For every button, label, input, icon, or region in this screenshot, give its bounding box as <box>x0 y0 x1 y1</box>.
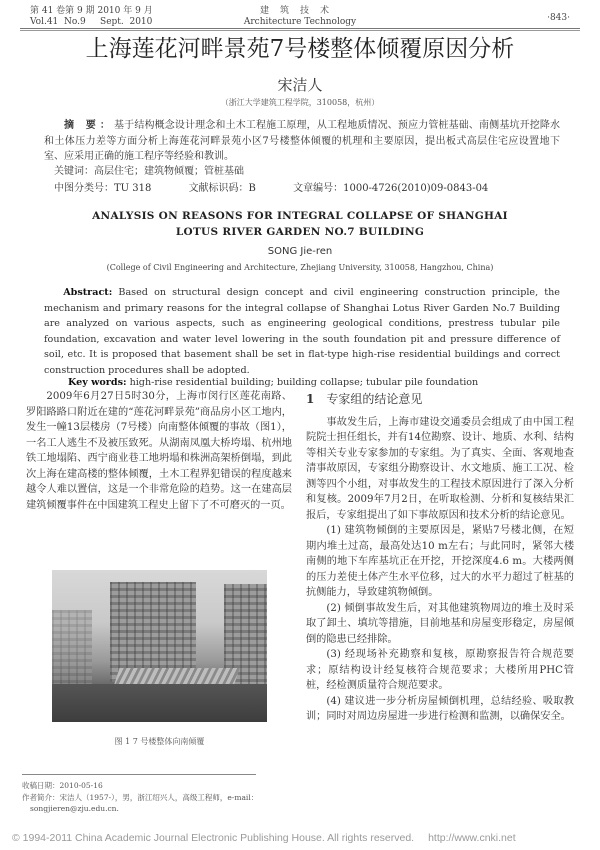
clc-number: 中图分类号：TU 318 <box>54 183 152 194</box>
abstract-en <box>44 285 560 378</box>
title-en-line2: LOTUS RIVER GARDEN NO.7 BUILDING <box>175 226 425 238</box>
article-number: 文章编号：1000-4726(2010)09-0843-04 <box>293 183 489 194</box>
page-title-cn: 上海莲花河畔景苑7号楼整体倾覆原因分析 <box>85 36 515 62</box>
body-paragraph: (4) 建议进一步分析房屋倾倒机理，总结经验、吸取教训；同时对周边房屋进一步进行检测和监测，以确保安全。 <box>306 695 574 722</box>
classification-line <box>54 181 574 197</box>
document-code: 文献标识码：B <box>188 183 256 194</box>
copyright-text: © 1994-2011 China Academic Journal Electronic Publishing House. All rights reserved. <box>12 832 415 844</box>
intro-paragraph: 2009年6月27日5时30分，上海市闵行区莲花南路、罗阳路路口附近在建的“莲花河畔景苑”商品房小区工地内，发生一幢13层楼房（7号楼）向南整体倾覆的事故（图1），一名工人逃生不及被压致死。从湖南凤凰大桥垮塌、杭州地铁工地塌陷、西宁商业巷工地坍塌和株洲高架桥倒塌，到此次上海在建高楼的整体倾覆，土木工程界犯错误的程度越来越令人难以置信，这是一个非常危险的趋势。这一在建高层建筑倾覆事件在中国建筑工程史上留下了不可磨灭的一页。 <box>26 391 292 511</box>
footnote <box>22 780 282 815</box>
title-en-line1: ANALYSIS ON REASONS FOR INTEGRAL COLLAPSE OF SHANGHAI <box>92 210 508 222</box>
abstract-cn-label: 摘 要： <box>64 120 115 131</box>
keywords-en <box>68 377 478 388</box>
abstract-cn <box>44 118 560 165</box>
body-paragraph: (2) 倾倒事故发生后，对其他建筑物周边的堆土及时采取了卸土、填坑等措施，目前地基和房屋变形稳定，房屋倾倒的隐患已经排除。 <box>306 602 574 645</box>
affiliation-en: (College of Civil Engineering and Architecture, Zhejiang University, 310058, Hangzhou, China) <box>106 263 494 272</box>
abstract-en-label: Abstract: <box>63 287 113 298</box>
journal-name-en: Architecture Technology <box>243 17 357 27</box>
keywords-cn: 关键词：高层住宅；建筑物倾覆；管桩基础 <box>54 166 244 177</box>
footnote-rule <box>22 774 256 775</box>
page-title-en <box>0 208 600 240</box>
building-left-background <box>52 610 92 690</box>
page-number: ·843· <box>547 13 570 23</box>
keywords-en-label: Key words: <box>68 377 127 388</box>
section-number: 1 <box>306 392 315 406</box>
author-cn: 宋洁人 <box>277 76 323 94</box>
right-column <box>306 392 574 725</box>
author-bio: 作者简介：宋洁人（1957-），男，浙江绍兴人，高级工程师，e-mail： <box>22 792 259 802</box>
body-paragraph: 事故发生后，上海市建设交通委员会组成了由中国工程院院士担任组长，并有14位勘察、设计、地质、水利、结构等相关专业专家参加的专家组。为了真实、全面、客观地查清事故原因，专家组分勘察设计、水文地质、施工工况、检测等四个小组，对事故发生的工程技术原因进行了深入分析和复核。2009年7月2日，在听取检测、分析和复核结果汇报后，专家组提出了如下事故原因和技术分析的结论意见。 <box>306 416 574 521</box>
ground <box>52 684 267 722</box>
issue-en: Vol.41 No.9 Sept. 2010 <box>30 17 153 27</box>
affiliation-cn: （浙江大学建筑工程学院，310058，杭州） <box>220 98 380 107</box>
body-paragraph: (3) 经现场补充勘察和复核，原勘察报告符合规范要求；原结构设计经复核符合规范要求；大楼所用PHC管桩，经检测质量符合规范要求。 <box>306 649 574 691</box>
author-email: songjieren@zju.edu.cn. <box>30 804 119 813</box>
author-en: SONG Jie-ren <box>267 246 333 257</box>
copyright-footer <box>12 832 516 844</box>
left-column <box>26 389 292 513</box>
figure-caption: 图 1 7 号楼整体向南倾覆 <box>114 737 205 746</box>
building-center <box>110 582 196 682</box>
abstract-en-text: Based on structural design concept and civil engineering construction principle, the mechanism and primary reasons for the integral collapse of Shanghai Lotus River Garden No.7 Building are analyzed on various aspects, such as engineering geological conditions, prestress tubular pile foundation, excavation and water level lowering in the south foundation pit and pressure difference of soil, etc. It is proposed that basement shall be set in flat-type high-rise residential buildings and correct construction procedures shall be adopted. <box>44 287 560 376</box>
figure-collapsed-building-photo <box>52 570 267 722</box>
received-date: 收稿日期：2010-05-16 <box>22 781 103 790</box>
journal-name-cn: 建筑技术 <box>259 6 340 16</box>
issue-cn: 第 41 卷第 9 期 2010 年 9 月 <box>30 6 153 16</box>
keywords-en-text: high-rise residential building; building collapse; tubular pile foundation <box>126 377 479 388</box>
abstract-cn-text: 基于结构概念设计理念和土木工程施工原理，从工程地质情况、预应力管桩基础、南侧基坑开挖降水和土体压力差等方面分析上海莲花河畔景苑小区7号楼整体倾覆的机理和主要原因，提出板式高层住宅应设置地下室、应采用正确的施工程序等经验和教训。 <box>44 120 561 162</box>
body-paragraph: (1) 建筑物倾倒的主要原因是，紧贴7号楼北侧，在短期内堆土过高，最高处达10 m左右；与此同时，紧邻大楼南侧的地下车库基坑正在开挖，开挖深度4.6 m。大楼两侧的压力差使土体产生水平位移，过大的水平力超过了桩基的抗侧能力，导致建筑物倾倒。 <box>306 525 574 598</box>
section-heading <box>306 392 574 408</box>
journal-name <box>0 6 600 28</box>
section-title: 专家组的结论意见 <box>326 392 423 406</box>
footer-url[interactable]: http://www.cnki.net <box>428 832 516 844</box>
header-rule <box>20 28 580 31</box>
